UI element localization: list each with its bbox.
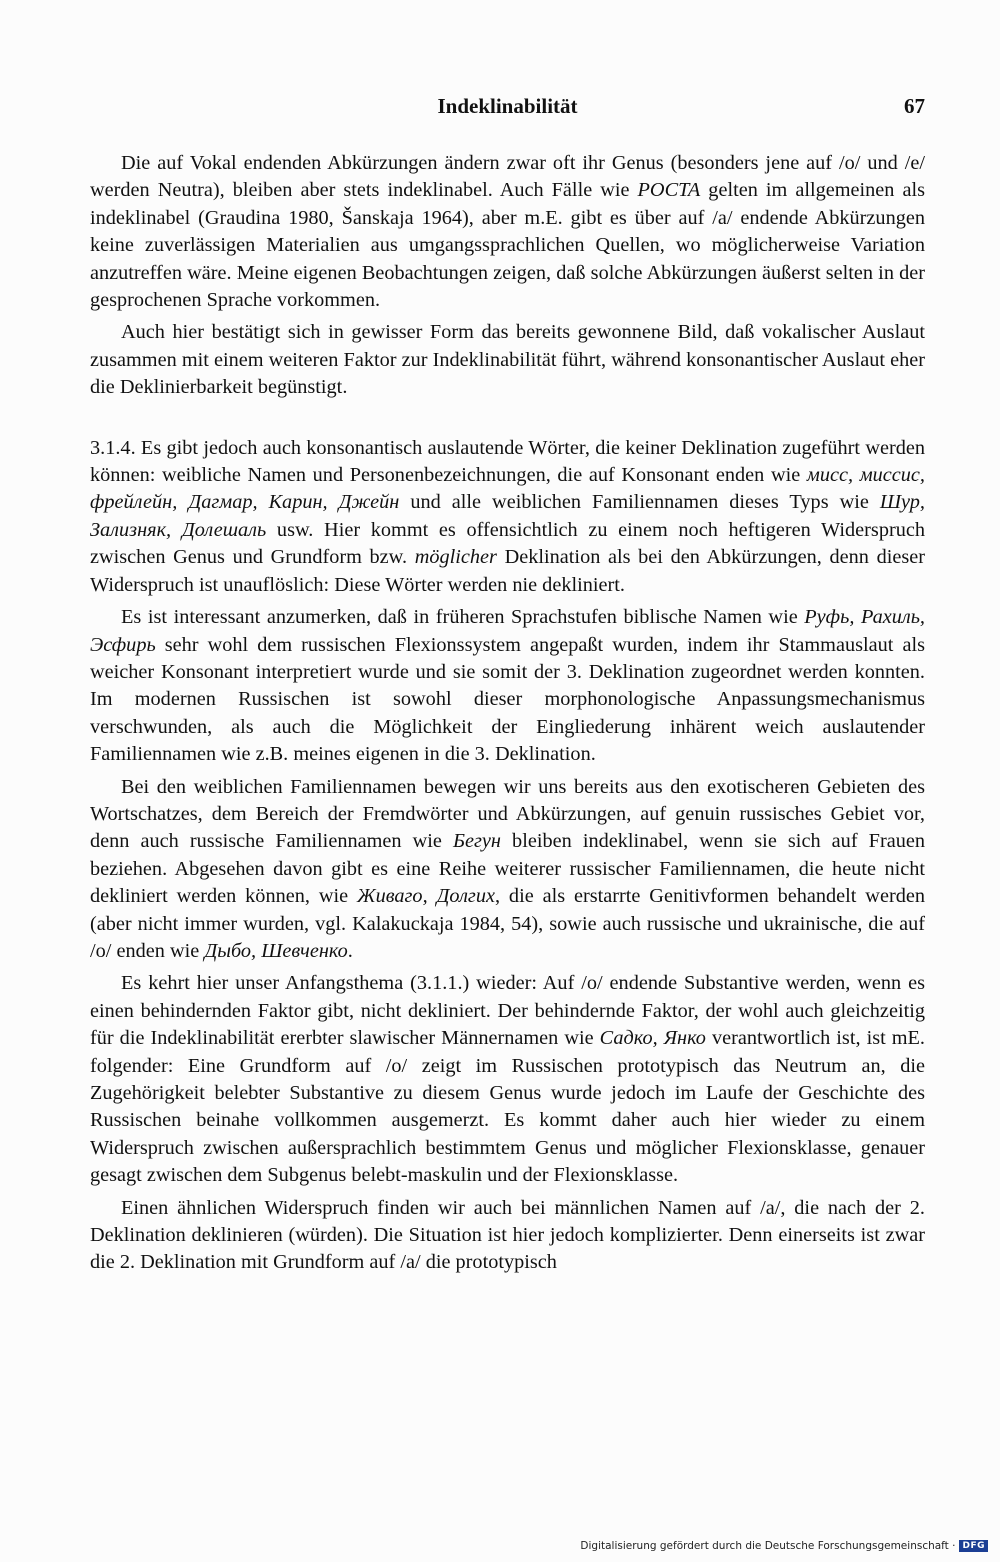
text-run: Die auf Vokal endenden Abkürzungen ändern zwar oft ihr Genus (besonders jene auf /o/ und /e/ werden Neutra), bleiben aber stets indeklinabel. Auch Fälle wie bbox=[90, 152, 925, 202]
footer-credit: Digitalisierung gefördert durch die Deutsche Forschungsgemeinschaft · bbox=[580, 1540, 956, 1552]
text-run: verantwortlich ist, ist mE. folgender: Eine Grundform auf /o/ zeigt im Russischen prototypisch das Neutrum an, die Zugehörigkeit belebter Substantive zu diesem Genus wurde jedoch im Laufe der Geschichte des Russischen beinahe vollkommen ausgemerzt. Es kommt daher auch hier wieder zu einem Widerspruch zwischen außersprachlich bestimmtem Genus und möglicher Flexionsklasse, genauer gesagt zwischen dem Subgenus belebt-maskulin und der Flexionsklasse. bbox=[90, 1027, 925, 1187]
text-run: Deklination als bei den Abkürzungen, denn dieser Widerspruch ist unauflöslich: Diese Wörter werden nie dekliniert. bbox=[90, 546, 925, 596]
text-run: Es ist interessant anzumerken, daß in früheren Sprachstufen biblische Namen wie bbox=[121, 606, 805, 629]
text-run: Einen ähnlichen Widerspruch finden wir auch bei männlichen Namen auf /a/, die nach der 2. Deklination deklinieren (würden). Die Situation ist hier jedoch komplizierter. Denn einerseits ist zwar die 2. Deklination mit Grundform auf /a/ die prototypisch bbox=[90, 1196, 925, 1274]
text-run: Es kehrt hier unser Anfangsthema (3.1.1.) wieder: Auf /o/ endende Substantive werden, wenn es einen behindernden Faktor gibt, nicht dekliniert. Der behindernde Faktor, der wohl auch gleichzeitig für die Indeklinabilität ererbter slawischer Männernamen wie bbox=[90, 972, 925, 1050]
italic-term: Руфь, Рахиль, Эсфирь bbox=[90, 606, 925, 656]
body-text bbox=[90, 150, 925, 1277]
text-run: usw. Hier kommt es offensichtlich zu einem noch heftigeren Widerspruch zwischen Genus und Grundform bzw. bbox=[90, 518, 925, 569]
text-run: Auch hier bestätigt sich in gewisser Form das bereits gewonnene Bild, daß vokalischer Auslaut zusammen mit einem weiteren Faktor zur Indeklinabilität führt, während konsonantischer Auslaut eher die Deklinierbarkeit begünstigt. bbox=[90, 321, 925, 399]
page-number: 67 bbox=[904, 94, 925, 118]
text-run: gelten im allgemeinen als indeklinabel (Graudina 1980, Šanskaja 1964), aber m.E. gibt es über auf /a/ endende Abkürzungen keine zuverlässigen Materialien aus umgangssprachlichen Quellen, wo möglicherweise Variation anzutreffen wäre. Meine eigenen Beobachtungen zeigen, daß solche Abkürzungen äußerst selten in der gesprochenen Sprache vorkommen. bbox=[90, 179, 925, 312]
italic-term: POCTA bbox=[637, 179, 701, 202]
paragraph-initial-theme bbox=[90, 970, 925, 1189]
page-header bbox=[90, 94, 925, 124]
text-run: sehr wohl dem russischen Flexionssystem angepaßt wurden, indem ihr Stammauslaut als weicher Konsonant interpretiert wurde und sie somit der 3. Deklination zugeordnet werden konnten. Im modernen Russischen ist sowohl dieser morphonologische Anpassungsmechanismus verschwunden, als auch die Möglichkeit der Eingliederung inhärent weich auslautender Familiennamen wie z.B. meines eigenen in die 3. Deklination. bbox=[90, 633, 925, 766]
italic-term: Дыбо, Шевченко bbox=[204, 939, 348, 962]
italic-term: мисс, миссис, фрейлейн, Дагмар, Карин, Джейн bbox=[90, 464, 925, 514]
text-run: 3.1.4. Es gibt jedoch auch konsonantisch auslautende Wörter, die keiner Deklination zugeführt werden können: weibliche Namen und Personenbezeichnungen, die auf Konsonant enden wie bbox=[90, 436, 925, 487]
text-run: . bbox=[347, 939, 353, 962]
paragraph-male-names-a bbox=[90, 1195, 925, 1277]
paragraph-biblical-names bbox=[90, 604, 925, 768]
italic-term: Живаго, Долгих bbox=[357, 885, 495, 908]
paragraph-vocalic-auslaut bbox=[90, 319, 925, 401]
paragraph-female-surnames bbox=[90, 774, 925, 966]
italic-term: Бегун bbox=[453, 830, 501, 853]
paragraph-section-3-1-4 bbox=[90, 435, 925, 599]
digitization-footer bbox=[580, 1540, 988, 1552]
text-run: , die als erstarrte Genitivformen behandelt werden (aber nicht immer wurden, vgl. Kalakuckaja 1984, 54), sowie auch russische und ukrainische, die auf /o/ enden wie bbox=[90, 885, 925, 962]
text-run: und alle weiblichen Familiennamen dieses Typs wie bbox=[399, 491, 880, 514]
running-head: Indeklinabilität bbox=[437, 94, 578, 118]
italic-term: möglicher bbox=[414, 546, 497, 569]
dfg-logo: DFG bbox=[959, 1540, 988, 1552]
paragraph-abbreviations bbox=[90, 150, 925, 314]
italic-term: Шур, Зализняк, Долешаль bbox=[90, 491, 925, 541]
text-run: Bei den weiblichen Familiennamen bewegen wir uns bereits aus den exotischeren Gebieten des Wortschatzes, dem Bereich der Fremdwörter und Abkürzungen, auf genuin russisches Gebiet vor, denn auch russische Familiennamen wie bbox=[90, 775, 925, 853]
text-run: bleiben indeklinabel, wenn sie sich auf Frauen beziehen. Abgesehen davon gibt es eine Reihe weiterer russischer Familiennamen, die heute nicht dekliniert werden können, wie bbox=[90, 830, 925, 908]
italic-term: Садко, Янко bbox=[599, 1027, 706, 1050]
